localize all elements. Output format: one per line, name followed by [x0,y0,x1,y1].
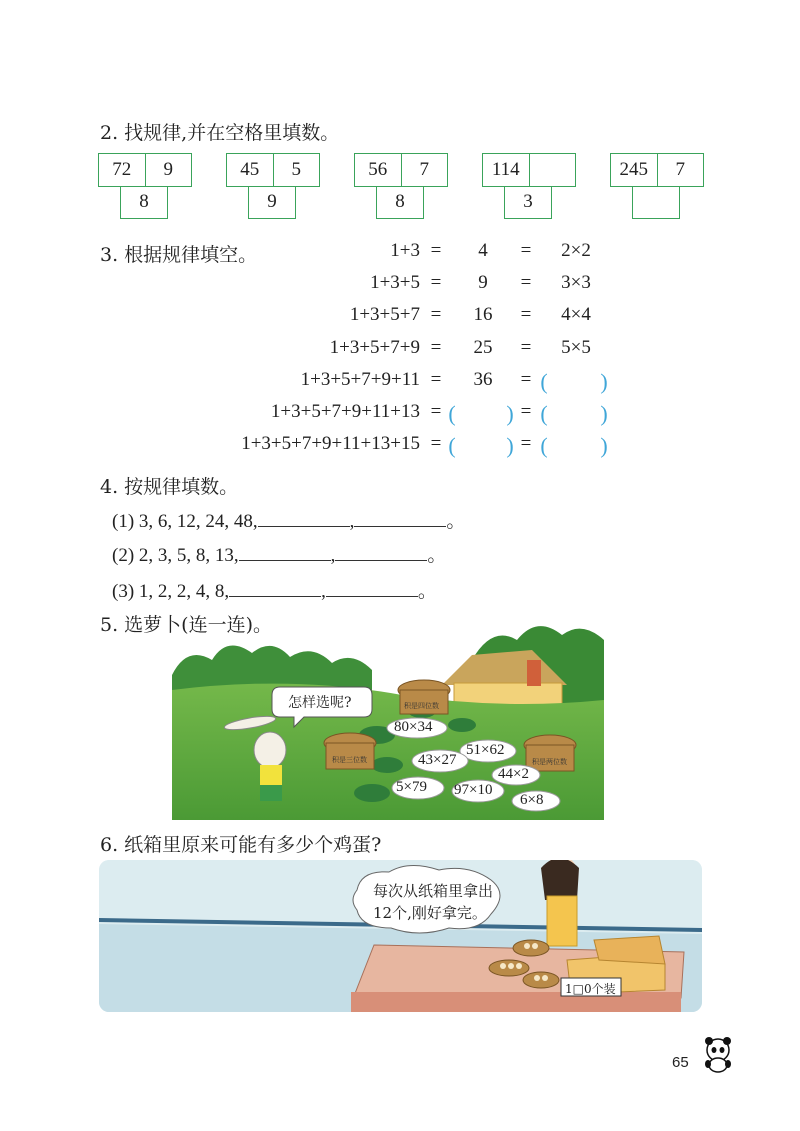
equation-expression: 1+3+5+7+9+11 [300,369,420,390]
equation-row [0,272,800,302]
item-label: (2) [112,545,135,566]
puzzle-top-right: 5 [291,159,301,180]
sequence-row-1 [112,506,465,533]
section-4-title: 4. 按规律填数。 [100,476,239,498]
puzzle-top-right: 9 [163,159,173,180]
answer-blank[interactable] [239,542,331,561]
page-number: 65 [672,1054,689,1071]
puzzle-top-left: 245 [611,154,658,186]
item-label: (3) [112,581,135,602]
comma: , [321,581,326,602]
number-puzzle-4 [482,153,576,219]
radish-44x2[interactable]: 44×2 [498,766,529,782]
sequence-row-2 [112,540,446,567]
open-paren: ( [448,433,456,458]
puzzle-bottom-blank[interactable] [632,186,680,219]
open-paren: ( [540,401,548,426]
period: 。 [427,545,447,566]
open-paren: ( [540,433,548,458]
equals-sign: = [430,240,442,261]
puzzle-bottom: 8 [120,186,168,219]
answer-blank[interactable] [229,578,321,597]
close-paren: ) [506,401,514,426]
answer-blank[interactable] [326,578,418,597]
puzzle-top-left: 72 [99,154,146,186]
equals-sign: = [520,369,532,390]
basket-label-two-digit: 积是两位数 [532,758,567,766]
answer-blank[interactable] [354,508,446,527]
radish-80x34[interactable]: 80×34 [394,719,433,735]
radish-97x10[interactable]: 97×10 [454,782,493,798]
puzzle-top-left: 56 [355,154,402,186]
sequence-text: 3, 6, 12, 24, 48, [138,511,258,532]
equals-sign: = [430,304,442,325]
equation-sum: 25 [473,337,493,358]
sequence-text: 1, 2, 2, 4, 8, [138,581,230,602]
equation-product: 5×5 [561,337,591,358]
radish-43x27[interactable]: 43×27 [418,752,457,768]
radish-illustration [172,615,604,820]
number-puzzle-2 [226,153,320,219]
section-6-title: 6. 纸箱里原来可能有多少个鸡蛋? [100,834,382,856]
equals-sign: = [430,433,442,454]
equals-sign: = [520,240,532,261]
equals-sign: = [430,369,442,390]
basket-label-four-digit: 积是四位数 [404,702,439,710]
equation-sum: 9 [478,272,488,293]
open-paren: ( [448,401,456,426]
equation-sum: 16 [473,304,493,325]
equals-sign: = [520,337,532,358]
equals-sign: = [430,401,442,422]
open-paren: ( [540,369,548,394]
close-paren: ) [600,369,608,394]
radish-5x79[interactable]: 5×79 [396,779,427,795]
puzzle-top-left: 45 [227,154,274,186]
equation-row [0,304,800,334]
section-2-title: 2. 找规律,并在空格里填数。 [100,122,340,144]
equation-expression: 1+3+5+7+9+11+13+15 [241,433,420,454]
equation-expression: 1+3 [390,240,420,261]
equation-expression: 1+3+5 [370,272,420,293]
close-paren: ) [600,433,608,458]
equation-product: 2×2 [561,240,591,261]
equation-expression: 1+3+5+7 [349,304,420,325]
number-puzzle-1 [98,153,192,219]
puzzle-bottom: 3 [504,186,552,219]
equation-row [0,433,800,463]
puzzle-bottom: 8 [376,186,424,219]
puzzle-top-right: 7 [419,159,429,180]
equation-expression: 1+3+5+7+9 [329,337,420,358]
number-puzzle-3 [354,153,448,219]
panda-icon [698,1034,738,1074]
equals-sign: = [520,401,532,422]
speech-line-2: 12个,刚好拿完。 [373,904,487,922]
equation-row [0,240,800,270]
number-puzzle-5 [610,153,704,219]
puzzle-top-left: 114 [483,154,530,186]
equation-product: 3×3 [561,272,591,293]
sequence-text: 2, 3, 5, 8, 13, [138,545,239,566]
comma: , [349,511,355,532]
answer-blank[interactable] [335,542,427,561]
egg-box-illustration [99,860,702,1012]
box-label: 1□0个装 [565,982,616,996]
equals-sign: = [520,433,532,454]
equation-row [0,369,800,399]
equation-row [0,337,800,367]
equation-row [0,401,800,431]
rabbit-speech: 怎样选呢? [288,695,352,711]
sequence-row-3 [112,576,437,603]
comma: , [330,545,336,566]
period: 。 [417,581,437,602]
puzzle-bottom: 9 [248,186,296,219]
close-paren: ) [600,401,608,426]
equation-product: 4×4 [561,304,591,325]
section-3-title: 3. 根据规律填空。 [100,244,258,266]
equals-sign: = [520,304,532,325]
period: 。 [446,511,466,532]
radish-6x8[interactable]: 6×8 [520,792,544,808]
item-label: (1) [112,511,135,532]
basket-label-three-digit: 积是三位数 [332,756,367,764]
equation-sum: 4 [478,240,488,261]
radish-51x62[interactable]: 51×62 [466,742,505,758]
equation-expression: 1+3+5+7+9+11+13 [270,401,420,422]
equals-sign: = [520,272,532,293]
speech-line-1: 每次从纸箱里拿出 [373,882,494,900]
close-paren: ) [506,433,514,458]
section-5-title: 5. 选萝卜(连一连)。 [100,614,272,636]
equation-sum: 36 [473,369,493,390]
puzzle-top-right-blank[interactable] [530,154,576,186]
puzzle-top-right: 7 [675,159,685,180]
answer-blank[interactable] [258,508,350,527]
equals-sign: = [430,337,442,358]
equals-sign: = [430,272,442,293]
